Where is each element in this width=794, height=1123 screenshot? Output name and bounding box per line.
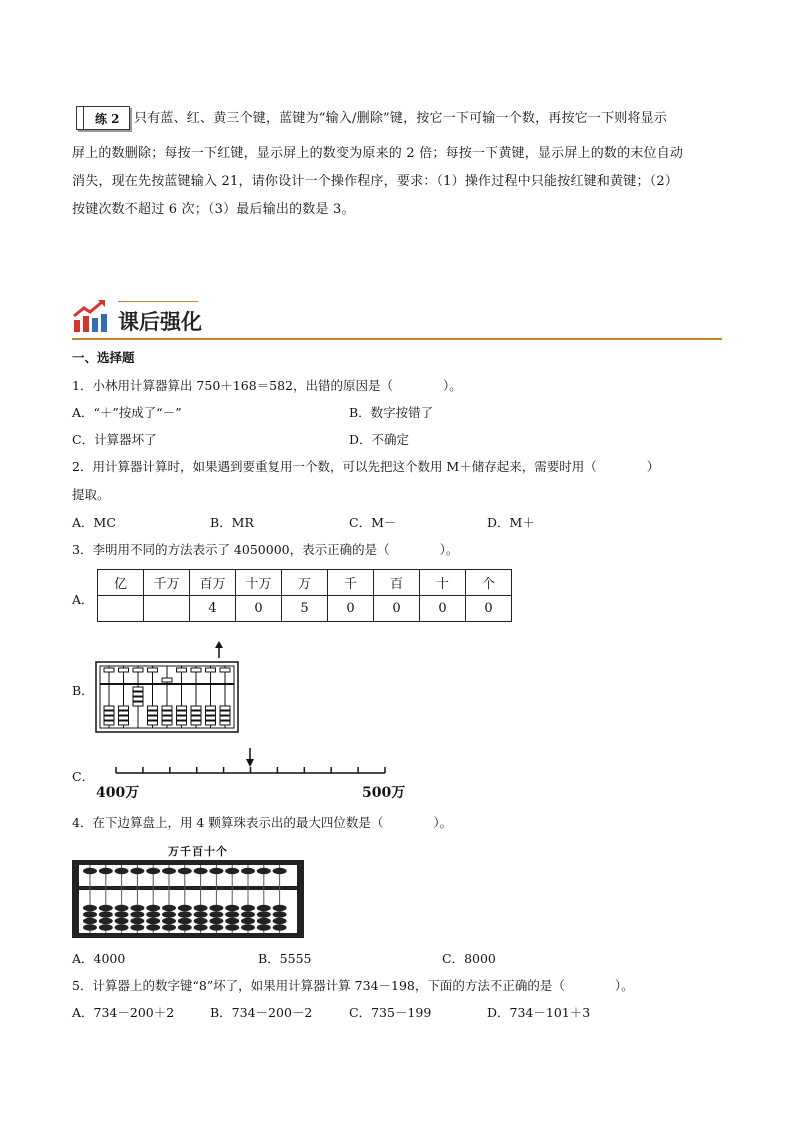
place-header: 亿 [98, 570, 144, 596]
place-header: 千万 [144, 570, 190, 596]
place-digit: 0 [328, 596, 374, 622]
q5-option-a: A．734－200＋2 [72, 1005, 175, 1020]
place-digit: 0 [236, 596, 282, 622]
q2-option-d: D．M＋ [487, 515, 535, 530]
place-digit: 5 [282, 596, 328, 622]
number-line-end-label: 500万 [362, 785, 406, 801]
place-header: 百 [374, 570, 420, 596]
q3-option-b-label: B． [72, 683, 94, 698]
section-heading: 一、选择题 [72, 350, 135, 365]
q5-stem: 5．计算器上的数字键“8”坏了，如果用计算器计算 734－198，下面的方法不正确的是（ ）。 [72, 978, 634, 993]
growth-chart-icon [72, 298, 108, 334]
number-line-start-label: 400万 [96, 785, 140, 801]
q4-option-c: C．8000 [442, 951, 496, 966]
q4-option-a: A．4000 [72, 951, 126, 966]
exercise-line-1: 只有蓝、红、黄三个键，蓝键为“输入/删除”键，按它一下可输一个数，再按它一下则将显示 [134, 111, 668, 126]
q2-stem-continued: 提取。 [72, 487, 110, 502]
q1-option-b: B．数字按错了 [349, 405, 434, 420]
place-header: 千 [328, 570, 374, 596]
q1-option-d: D．不确定 [349, 432, 410, 447]
abacus-figure-q4 [72, 860, 304, 938]
q5-option-b: B．734－200－2 [210, 1005, 313, 1020]
place-value-header-row [98, 570, 512, 596]
place-value-table [97, 569, 512, 622]
abacus-place-labels: 万千百十个 [168, 845, 228, 858]
section-title: 课后强化 [118, 310, 202, 334]
place-digit: 0 [420, 596, 466, 622]
q3-stem: 3．李明用不同的方法表示了 4050000，表示正确的是（ ）。 [72, 542, 459, 557]
q4-option-b: B．5555 [258, 951, 312, 966]
q3-option-a-label: A． [72, 592, 94, 607]
place-header: 万 [282, 570, 328, 596]
place-header: 个 [466, 570, 512, 596]
place-header: 十万 [236, 570, 282, 596]
place-value-digit-row [98, 596, 512, 622]
place-digit: 4 [190, 596, 236, 622]
q2-option-c: C．M－ [349, 515, 397, 530]
section-divider [72, 338, 722, 340]
place-header: 十 [420, 570, 466, 596]
place-digit [144, 596, 190, 622]
q2-option-b: B．MR [210, 515, 254, 530]
exercise-line-2: 屏上的数删除；每按一下红键，显示屏上的数变为原来的 2 倍；每按一下黄键，显示屏上的数的末位自动 [72, 146, 684, 161]
place-digit: 0 [374, 596, 420, 622]
q1-option-c: C．计算器坏了 [72, 432, 157, 447]
q2-option-a: A．MC [72, 515, 116, 530]
q1-stem: 1．小林用计算器算出 750＋168＝582，出错的原因是（ ）。 [72, 378, 462, 393]
exercise-line-3: 消失，现在先按蓝键输入 21，请你设计一个操作程序，要求：（1）操作过程中只能按红键和黄键；（2） [72, 174, 679, 189]
place-header: 百万 [190, 570, 236, 596]
place-digit [98, 596, 144, 622]
q5-option-d: D．734－101＋3 [487, 1005, 591, 1020]
place-digit: 0 [466, 596, 512, 622]
abacus-figure-b [95, 640, 240, 735]
exercise-badge: 练 2 [76, 106, 130, 130]
q3-option-c-label: C． [72, 769, 95, 784]
title-overline [118, 301, 198, 302]
q2-stem: 2．用计算器计算时，如果遇到要重复用一个数，可以先把这个数用 M＋储存起来，需要时用（ ） [72, 459, 660, 474]
number-line-figure [110, 746, 390, 780]
exercise-line-4: 按键次数不超过 6 次；（3）最后输出的数是 3。 [72, 202, 355, 217]
q5-option-c: C．735－199 [349, 1005, 432, 1020]
q1-option-a: A．“＋”按成了“－” [72, 405, 182, 420]
q4-stem: 4．在下边算盘上，用 4 颗算珠表示出的最大四位数是（ ）。 [72, 815, 453, 830]
